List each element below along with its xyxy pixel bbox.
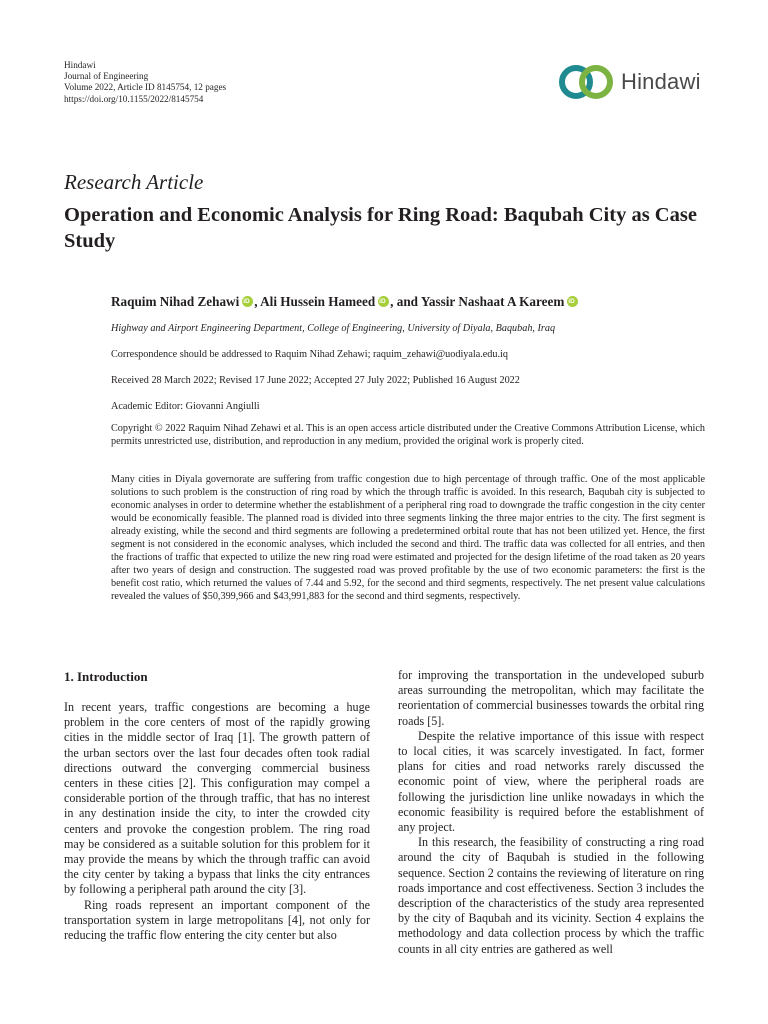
academic-editor: Academic Editor: Giovanni Angiulli [111,401,260,412]
author-list [111,294,711,310]
article-type: Research Article [64,170,204,194]
author-name[interactable]: Ali Hussein Hameed [260,294,376,309]
orcid-icon[interactable] [378,296,389,307]
author-name[interactable]: Yassir Nashaat A Kareem [420,294,565,309]
hindawi-logo [558,64,701,100]
author-separator: , [254,294,261,309]
orcid-icon[interactable] [242,296,253,307]
journal-name: Journal of Engineering [64,71,149,82]
volume-info: Volume 2022, Article ID 8145754, 12 pages [64,82,227,93]
left-column [64,668,370,943]
right-column [398,668,704,957]
affiliation: Highway and Airport Engineering Department, College of Engineering, University of Diyala, Baqubah, Iraq [111,323,556,334]
paragraph: Ring roads represent an important component of the transportation system in large metropolitans [4], not only for reducing the traffic flow entering the city center but also [64,897,370,943]
author-name[interactable]: Raquim Nihad Zehawi [111,294,240,309]
logo-wordmark: Hindawi [621,69,701,94]
orcid-icon[interactable] [567,296,578,307]
abstract: Many cities in Diyala governorate are suffering from traffic congestion due to high percentage of through traffic. One of the most applicable solutions to such problem is the construction of ring road by which the through traffic is avoided. In this research, Baqubah city is subjected to economic analyses in order to determine whether the establishment of a peripheral ring road to downgrade the traffic congestion in the city center would be economically feasible. The planned road is divided into three segments linking the three major entries to the city. The first segment is already existing, while the second and third segments are following a predetermined orbital route that has not been utilized yet. Hence, the first segment is not considered in the economic analyses, which included the second and third. The traffic data was collected for all entries, and then the fractions of traffic that expected to utilize the new ring road were estimated and projected for the design lifetime of the road taken as 20 years after two years of design and construction. The suggested road was proved profitable by the use of two economic parameters: the first is the benefit cost ratio, which returned the values of 7.44 and 5.92, for the second and third segments, respectively. The net present value calculations revealed the values of $50,399,966 and $43,991,883 for the second and third segments, respectively. [111,474,705,602]
paragraph: In this research, the feasibility of constructing a ring road around the city of Baqubah is studied in the following sequence. Section 2 contains the reviewing of literature on ring roads importance and cost effectiveness. Section 3 includes the description of the characteristics of the study area represented by the city of Baqubah and its vicinity. Section 4 explains the methodology and data collection process by which the traffic counts in all city entries are gathered as well [398,835,704,956]
hindawi-logo-icon [558,64,616,100]
paragraph: for improving the transportation in the undeveloped suburb areas surrounding the metropolitan, which may facilitate the reorientation of commercial businesses towards the orbital ring roads [5]. [398,668,704,728]
publisher-name: Hindawi [64,60,96,70]
section-heading: 1. Introduction [64,669,148,684]
doi-link[interactable]: https://doi.org/10.1155/2022/8145754 [64,93,204,104]
paragraph: Despite the relative importance of this issue with respect to local cities, it was scarcely investigated. In fact, former plans for cities and road networks rarely discussed the economic point of view, where the peripheral roads are following the jurisdiction line unlike nowadays in which the economic feasibility is required before the establishment of any project. [398,728,704,835]
paragraph: In recent years, traffic congestions are becoming a huge problem in the core centers of most of the rapidly growing cities in the middle sector of Iraq [1]. The growth pattern of the urban sectors over the last four decades often took radial directions outward the converging commercial business centers in these cities [2]. This configuration may compel a considerable portion of the through traffic, that has no interest in any destination inside the city, to inter the crowded city centers and provoke the congestion problem. The ring road may be considered as a suitable solution for this problem for it may provide the means by which the through traffic can avoid the city center by taking a bypass that links the city entrances by following a peripheral path around the city [3]. [64,700,370,897]
author-separator: , and [390,294,421,309]
journal-masthead [64,60,226,105]
article-title: Operation and Economic Analysis for Ring Road: Baqubah City as Case Study [64,204,697,252]
publication-dates: Received 28 March 2022; Revised 17 June 2022; Accepted 27 July 2022; Published 16 August 2022 [111,375,520,386]
copyright-notice: Copyright © 2022 Raquim Nihad Zehawi et al. This is an open access article distributed under the Creative Commons Attribution License, which permits unrestricted use, distribution, and reproduction in any medium, provided the original work is properly cited. [111,423,705,447]
correspondence: Correspondence should be addressed to Raquim Nihad Zehawi; raquim_zehawi@uodiyala.edu.iq [111,349,508,360]
